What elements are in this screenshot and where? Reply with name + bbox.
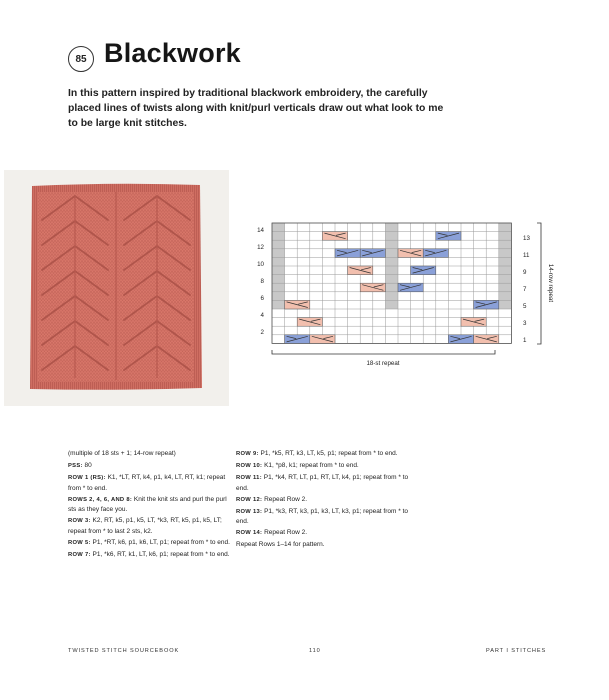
row-label-14: 14 — [257, 227, 264, 234]
row-label-6: 6 — [260, 295, 264, 302]
row-label-8: 8 — [260, 278, 264, 285]
stitch-repeat-bracket — [272, 350, 495, 354]
row-label-13: 13 — [523, 235, 530, 242]
right-row-labels — [523, 235, 530, 344]
footer-page-number: 110 — [309, 648, 321, 654]
row-label-7: 7 — [523, 286, 527, 293]
instruction-line: ROW 10: K1, *p8, k1; repeat from * to end. — [236, 461, 359, 469]
row-label-5: 5 — [523, 303, 527, 310]
stitch-repeat-label: 18-st repeat — [366, 360, 400, 367]
page-title: Blackwork — [104, 38, 241, 68]
instruction-line: Repeat Rows 1–14 for pattern. — [236, 541, 325, 549]
instruction-line: ROW 12: Repeat Row 2. — [236, 495, 308, 503]
stitch-chart — [252, 213, 552, 373]
row-label-10: 10 — [257, 261, 264, 268]
instruction-line: ROW 11: P1, *k4, RT, LT, p1, RT, LT, k4, p1; repeat from * to end. — [236, 473, 409, 492]
row-label-2: 2 — [260, 329, 264, 336]
left-row-labels — [257, 227, 264, 336]
instructions-left-column — [68, 449, 234, 562]
instruction-line: ROW 1 (RS): K1, *LT, RT, k4, p1, k4, LT, RT, k1; repeat from * to end. — [68, 473, 226, 492]
row-repeat-bracket — [537, 223, 541, 344]
instruction-line: ROW 9: P1, *k5, RT, k3, LT, k5, p1; repeat from * to end. — [236, 450, 398, 457]
footer-book-title: TWISTED STITCH SOURCEBOOK — [68, 648, 180, 654]
instruction-line: (multiple of 18 sts + 1; 14-row repeat) — [68, 450, 176, 457]
row-label-4: 4 — [260, 312, 264, 319]
knit-swatch-photo — [28, 182, 204, 392]
row-label-9: 9 — [523, 269, 527, 276]
instruction-line: PSS: 80 — [68, 461, 92, 469]
instruction-line: ROW 14: Repeat Row 2. — [236, 529, 308, 537]
pattern-number: 85 — [75, 53, 87, 65]
row-label-11: 11 — [523, 252, 530, 259]
row-label-1: 1 — [523, 337, 527, 344]
pattern-number-badge — [68, 46, 94, 72]
row-label-12: 12 — [257, 244, 264, 251]
instruction-line: ROW 5: P1, *RT, k6, p1, k6, LT, p1; repeat from * to end. — [68, 538, 230, 546]
instruction-line: ROW 3: K2, RT, k5, p1, k5, LT, *k3, RT, k5, p1, k5, LT; repeat from * to last 2 sts, k2. — [68, 517, 222, 535]
row-repeat-label: 14-row repeat — [547, 263, 554, 303]
instruction-line: ROWS 2, 4, 6, AND 8: Knit the knit sts and purl the purl sts as they face you. — [68, 495, 227, 514]
instruction-line: ROW 7: P1, *k6, RT, k1, LT, k6, p1; repeat from * to end. — [68, 550, 230, 558]
row-label-3: 3 — [523, 320, 527, 327]
footer-section: PART I STITCHES — [486, 648, 547, 654]
instruction-line: ROW 13: P1, *k3, RT, k3, p1, k3, LT, k3, p1; repeat from * to end. — [236, 507, 408, 526]
instructions-right-column — [236, 449, 416, 552]
intro-paragraph: In this pattern inspired by traditional blackwork embroidery, the carefully placed lines of twists along with knit/purl verticals draw out what look to me to be large knit stitches. — [68, 88, 444, 130]
